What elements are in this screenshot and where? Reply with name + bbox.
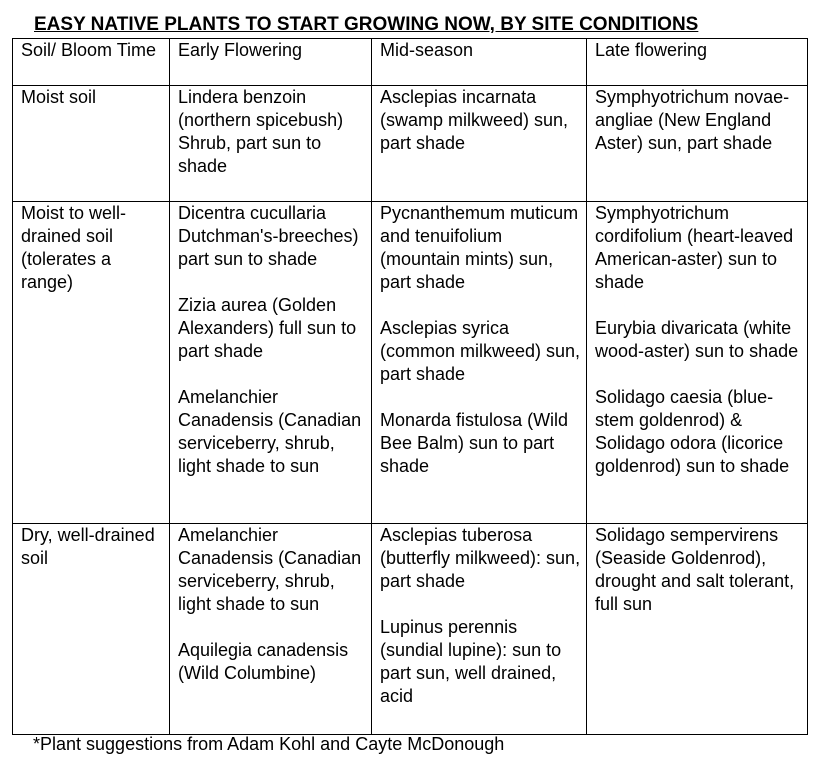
header-soil-bloom-time: Soil/ Bloom Time [13, 39, 170, 86]
soil-cell: Moist to well-drained soil (tolerates a range) [13, 202, 170, 524]
footnote: *Plant suggestions from Adam Kohl and Cayte McDonough [33, 734, 505, 754]
plant-entry: Asclepias tuberosa (butterfly milkweed): sun, part shade [380, 525, 581, 591]
plant-entry: Monarda fistulosa (Wild Bee Balm) sun to part shade [380, 410, 569, 476]
early-cell [170, 86, 372, 202]
plant-entry: Symphyotrichum novae-angliae (New England Aster) sun, part shade [595, 87, 790, 153]
plant-entry: Lupinus perennis (sundial lupine): sun to part sun, well drained, acid [380, 617, 562, 706]
header-row [13, 39, 808, 86]
plant-entry: Symphyotrichum cordifolium (heart-leaved American-aster) sun to shade [595, 203, 794, 292]
plant-entry: Amelanchier Canadensis (Canadian serviceberry, shrub, light shade to sun [178, 387, 362, 476]
plant-entry: Solidago caesia (blue-stem goldenrod) & Solidago odora (licorice goldenrod) sun to shade [595, 387, 790, 476]
early-cell [170, 524, 372, 735]
mid-cell [372, 86, 587, 202]
page-title: EASY NATIVE PLANTS TO START GROWING NOW, BY SITE CONDITIONS [34, 14, 699, 35]
late-cell [587, 202, 808, 524]
header-late-flowering: Late flowering [587, 39, 808, 86]
plant-entry: Solidago sempervirens (Seaside Goldenrod), drought and salt tolerant, full sun [595, 525, 795, 614]
soil-cell: Dry, well-drained soil [13, 524, 170, 735]
table-row [13, 524, 808, 735]
plant-entry: Dicentra cucullaria Dutchman's-breeches) part sun to shade [178, 203, 359, 269]
plant-table [12, 38, 808, 735]
plant-entry: Pycnanthemum muticum and tenuifolium (mountain mints) sun, part shade [380, 203, 579, 292]
late-cell [587, 86, 808, 202]
plant-entry: Eurybia divaricata (white wood-aster) sun to shade [595, 318, 799, 361]
mid-cell [372, 202, 587, 524]
soil-cell: Moist soil [13, 86, 170, 202]
header-early-flowering: Early Flowering [170, 39, 372, 86]
table-row [13, 86, 808, 202]
plant-entry: Amelanchier Canadensis (Canadian serviceberry, shrub, light shade to sun [178, 525, 362, 614]
early-cell [170, 202, 372, 524]
plant-entry: Lindera benzoin (northern spicebush) Shrub, part sun to shade [178, 87, 344, 176]
plant-entry: Asclepias syrica (common milkweed) sun, part shade [380, 318, 581, 384]
plant-entry: Aquilegia canadensis (Wild Columbine) [178, 640, 349, 683]
plant-entry: Zizia aurea (Golden Alexanders) full sun to part shade [178, 295, 357, 361]
late-cell [587, 524, 808, 735]
mid-cell [372, 524, 587, 735]
plant-entry: Asclepias incarnata (swamp milkweed) sun, part shade [380, 87, 569, 153]
header-mid-season: Mid-season [372, 39, 587, 86]
table-row [13, 202, 808, 524]
